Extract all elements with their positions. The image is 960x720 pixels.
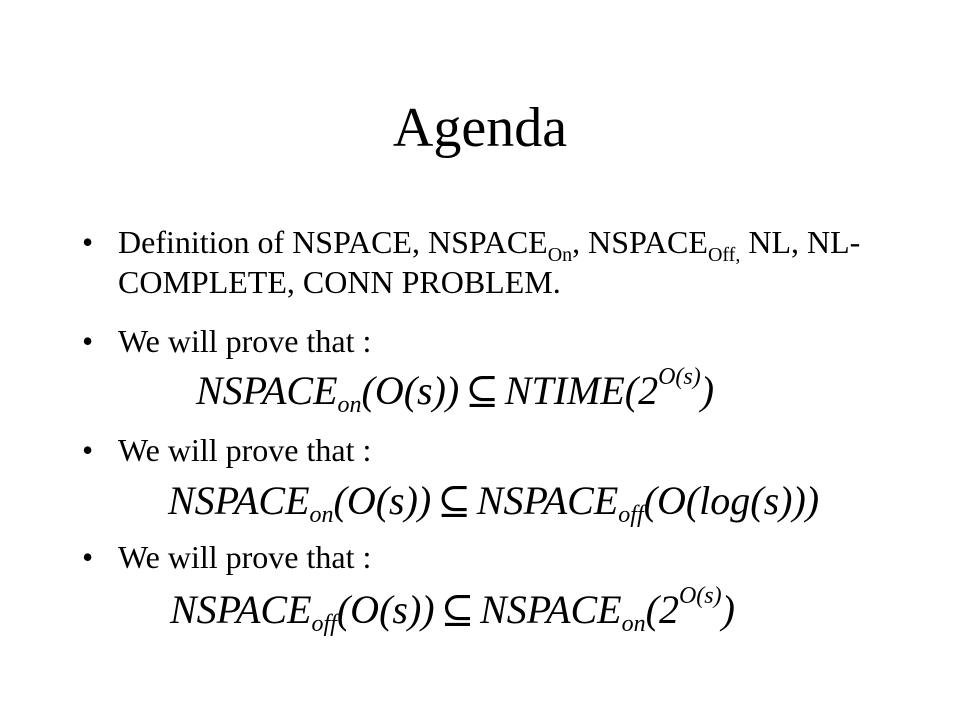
formula-rhs-arg: (O(log(s))) <box>643 478 820 523</box>
subset-icon: ⊆ <box>437 478 471 523</box>
formula-rhs-sub: on <box>621 611 646 637</box>
bullet-item-prove-1 <box>82 321 902 361</box>
bullet-text: We will prove that : <box>118 323 372 359</box>
formula-rhs-arg: (2 <box>645 587 679 632</box>
formula-lhs: NSPACE <box>170 587 312 632</box>
formula-3 <box>170 583 735 637</box>
bullet-icon: • <box>82 432 94 468</box>
bullet-text-part: NL, NL-COMPLETE, CONN PROBLEM. <box>118 224 861 300</box>
formula-rhs-end: ) <box>721 587 735 632</box>
formula-lhs-arg: (O(s)) <box>361 368 460 413</box>
formula-rhs: NSPACE <box>480 587 622 632</box>
bullet-item-definitions <box>82 222 902 302</box>
formula-lhs-sub: on <box>337 392 362 418</box>
formula-rhs-sup: O(s) <box>658 364 701 390</box>
subset-icon: ⊆ <box>440 587 475 632</box>
formula-rhs-sub: off <box>618 502 644 528</box>
bullet-text <box>118 222 902 302</box>
bullet-icon: • <box>82 323 94 359</box>
bullet-text: We will prove that : <box>118 432 372 468</box>
bullet-text-part: Definition of NSPACE, NSPACE <box>118 224 548 260</box>
bullet-text: We will prove that : <box>118 539 372 575</box>
formula-lhs: NSPACE <box>196 368 338 413</box>
bullet-item-prove-3 <box>82 537 902 577</box>
formula-rhs-end: ) <box>700 368 715 413</box>
formula-rhs: NTIME(2 <box>504 368 659 413</box>
formula-1 <box>196 364 715 418</box>
formula-rhs-sup: O(s) <box>678 583 722 609</box>
subscript-on: On <box>547 244 573 266</box>
formula-lhs-arg: (O(s)) <box>333 478 432 523</box>
bullet-icon: • <box>82 224 94 260</box>
formula-rhs: NSPACE <box>476 478 619 523</box>
formula-lhs-sub: off <box>311 611 337 637</box>
subset-icon: ⊆ <box>465 368 499 413</box>
bullet-text-part: , NSPACE <box>572 224 708 260</box>
bullet-item-prove-2 <box>82 430 902 470</box>
formula-2 <box>168 477 820 528</box>
slide-title: Agenda <box>392 97 568 159</box>
formula-lhs: NSPACE <box>168 478 310 523</box>
formula-lhs-arg: (O(s)) <box>336 587 435 632</box>
bullet-icon: • <box>82 539 94 575</box>
subscript-off: Off, <box>707 244 741 266</box>
formula-lhs-sub: on <box>309 502 334 528</box>
